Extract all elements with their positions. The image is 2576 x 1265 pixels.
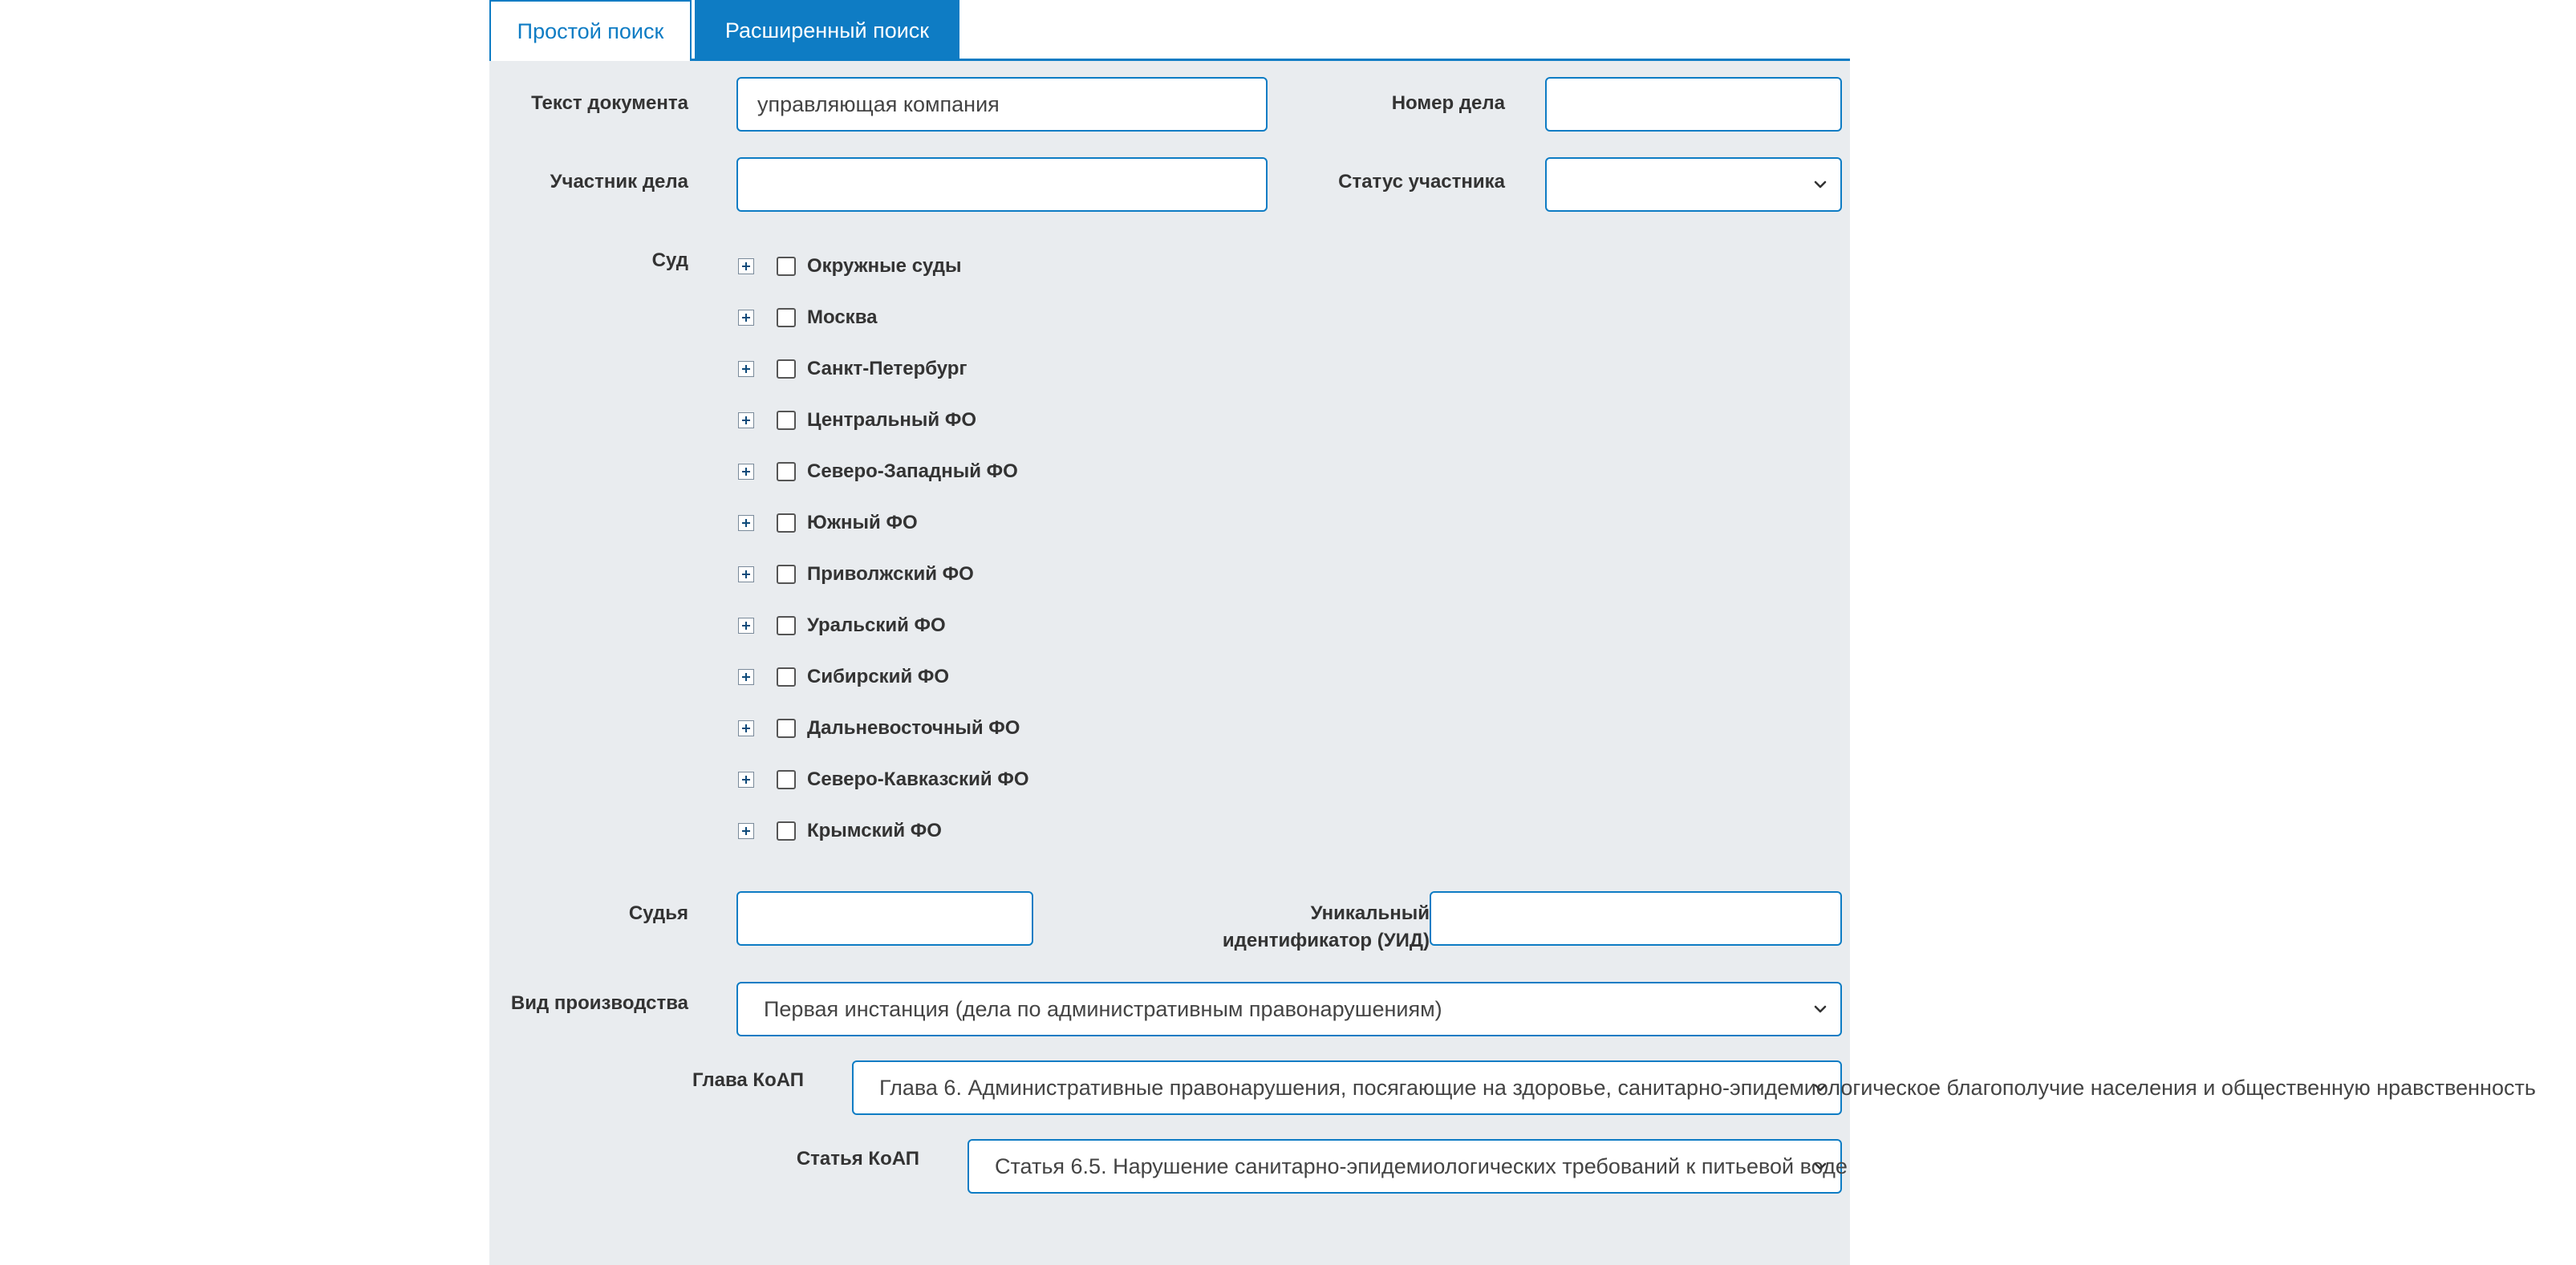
plus-box-icon[interactable]: [738, 412, 754, 428]
court-item-label: Приволжский ФО: [807, 563, 974, 585]
koap-chapter-select[interactable]: [852, 1060, 2536, 1115]
plus-box-icon[interactable]: [738, 720, 754, 736]
court-tree-item: [738, 558, 974, 590]
plus-box-icon[interactable]: [738, 258, 754, 274]
plus-box-icon[interactable]: [738, 515, 754, 531]
uid-input[interactable]: [1430, 891, 1842, 946]
plus-box-icon[interactable]: [738, 464, 754, 480]
plus-box-icon[interactable]: [738, 618, 754, 634]
doc-text-input[interactable]: [736, 77, 1268, 132]
koap-article-value: Статья 6.5. Нарушение санитарно-эпидемиологических требований к питьевой воде: [995, 1154, 1848, 1178]
koap-article-label: Статья КоАП: [796, 1148, 919, 1170]
court-checkbox[interactable]: [777, 513, 796, 533]
court-item-label: Крымский ФО: [807, 820, 942, 841]
court-item-label: Москва: [807, 306, 878, 328]
proceeding-value: Первая инстанция (дела по административным правонарушениям): [764, 996, 1442, 1021]
participant-status-select[interactable]: [1545, 157, 1842, 212]
chevron-down-icon: [1811, 1158, 1829, 1175]
court-item-label: Дальневосточный ФО: [807, 717, 1020, 739]
case-number-label: Номер дела: [1391, 92, 1505, 114]
advanced-search-panel: [489, 61, 2536, 1265]
court-item-label: Санкт-Петербург: [807, 358, 968, 379]
court-checkbox[interactable]: [777, 308, 796, 327]
court-checkbox[interactable]: [777, 616, 796, 635]
plus-box-icon[interactable]: [738, 669, 754, 685]
plus-box-icon[interactable]: [738, 310, 754, 326]
court-checkbox[interactable]: [777, 770, 796, 789]
court-checkbox[interactable]: [777, 667, 796, 687]
court-tree-item: [738, 661, 949, 693]
court-item-label: Южный ФО: [807, 512, 918, 533]
participant-label: Участник дела: [550, 171, 688, 193]
plus-box-icon[interactable]: [738, 772, 754, 788]
court-checkbox[interactable]: [777, 257, 796, 276]
koap-chapter-label: Глава КоАП: [692, 1069, 804, 1091]
koap-article-select[interactable]: [968, 1139, 1848, 1194]
tab-advanced-search[interactable]: Расширенный поиск: [695, 0, 959, 61]
court-checkbox[interactable]: [777, 719, 796, 738]
court-item-label: Северо-Западный ФО: [807, 460, 1018, 482]
court-tree-item: [738, 302, 877, 334]
court-checkbox[interactable]: [777, 411, 796, 430]
judge-input[interactable]: [736, 891, 1033, 946]
court-checkbox[interactable]: [777, 821, 796, 841]
court-tree-item: [738, 815, 942, 847]
court-item-label: Центральный ФО: [807, 409, 976, 431]
court-checkbox[interactable]: [777, 359, 796, 379]
court-tree-item: [738, 353, 967, 385]
court-checkbox[interactable]: [777, 462, 796, 481]
court-tree-item: [738, 456, 1018, 488]
court-tree-item: [738, 712, 1020, 744]
doc-text-value: управляющая компания: [757, 91, 1000, 116]
court-tree-item: [738, 610, 946, 642]
court-label: Суд: [651, 249, 688, 271]
uid-label: [1115, 900, 1430, 955]
chevron-down-icon: [1811, 1079, 1829, 1097]
tab-simple-search[interactable]: Простой поиск: [489, 0, 692, 61]
search-tabs: [489, 0, 1850, 61]
plus-box-icon[interactable]: [738, 361, 754, 377]
participant-status-label: Статус участника: [1338, 171, 1505, 193]
plus-box-icon[interactable]: [738, 566, 754, 582]
court-item-label: Уральский ФО: [807, 614, 946, 636]
participant-input[interactable]: [736, 157, 1268, 212]
court-tree-item: [738, 764, 1029, 796]
koap-chapter-value: Глава 6. Административные правонарушения, посягающие на здоровье, санитарно-эпидемиологическое благополучие населения и общественную нравственность: [879, 1075, 2536, 1100]
court-item-label: Сибирский ФО: [807, 666, 950, 687]
chevron-down-icon: [1811, 1000, 1829, 1018]
proceeding-label: Вид производства: [510, 992, 688, 1014]
plus-box-icon[interactable]: [738, 823, 754, 839]
proceeding-select[interactable]: [736, 982, 1842, 1036]
court-tree-item: [738, 507, 918, 539]
uid-label-line1: Уникальный: [1310, 902, 1430, 924]
judge-label: Судья: [628, 902, 688, 924]
court-item-label: Окружные суды: [807, 255, 962, 277]
case-number-input[interactable]: [1545, 77, 1842, 132]
court-item-label: Северо-Кавказский ФО: [807, 768, 1029, 790]
uid-label-line2: идентификатор (УИД): [1222, 930, 1430, 951]
chevron-down-icon: [1811, 176, 1829, 193]
doc-text-label: Текст документа: [531, 92, 688, 114]
court-tree-item: [738, 404, 976, 436]
court-checkbox[interactable]: [777, 565, 796, 584]
court-tree-item: [738, 250, 962, 282]
